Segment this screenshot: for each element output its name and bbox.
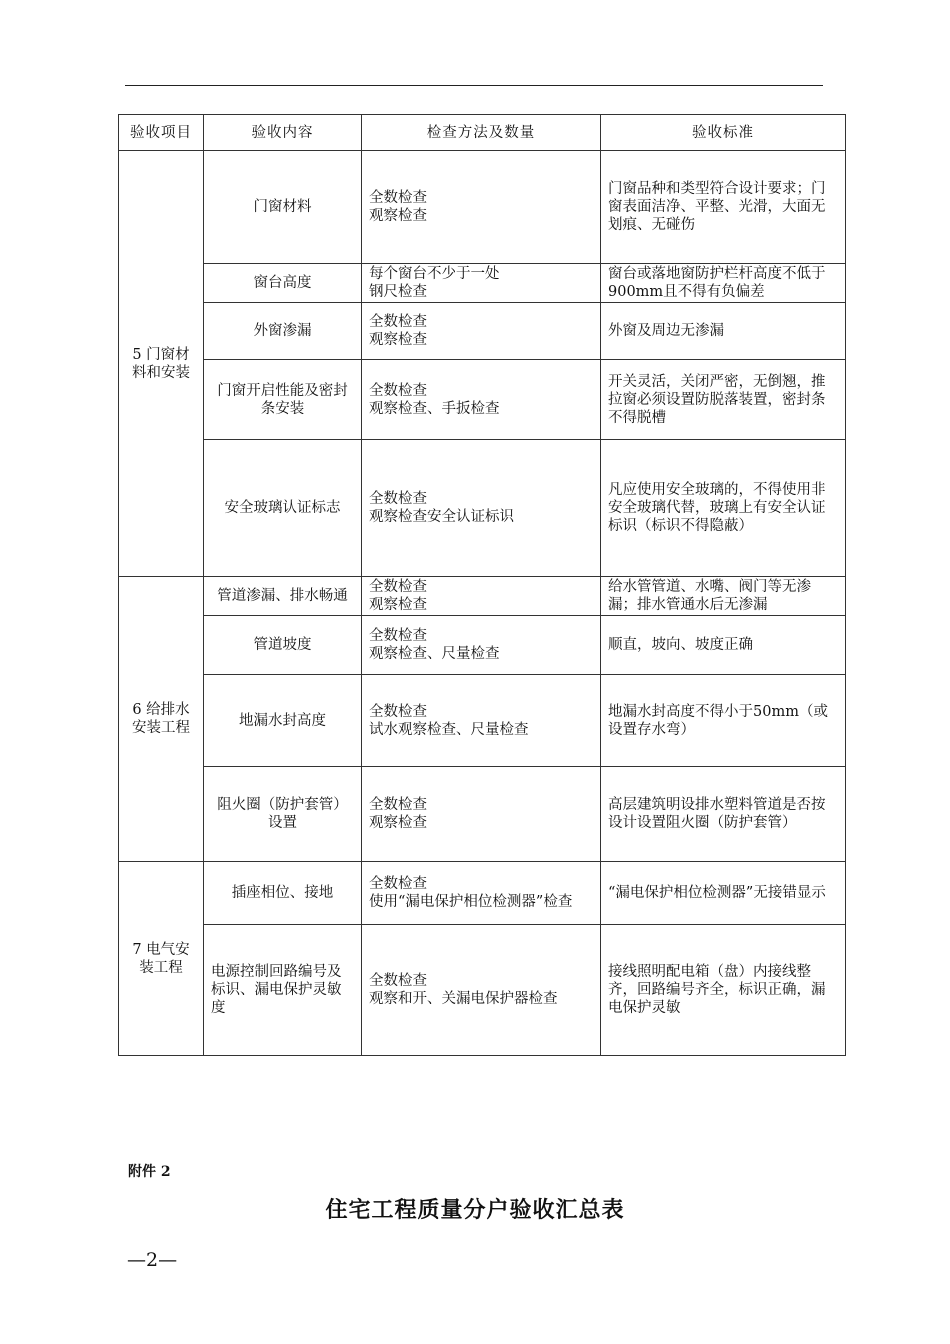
method-cell: 全数检查 观察检查 bbox=[362, 151, 601, 264]
table-row bbox=[119, 616, 846, 675]
content-cell: 门窗材料 bbox=[204, 151, 362, 264]
content-cell: 电源控制回路编号及标识、漏电保护灵敏度 bbox=[204, 925, 362, 1056]
group-name: 6 给排水安装工程 bbox=[119, 577, 204, 862]
standard-cell: 给水管管道、水嘴、阀门等无渗漏；排水管通水后无渗漏 bbox=[601, 577, 846, 616]
table-row bbox=[119, 151, 846, 264]
method-cell: 全数检查 观察和开、关漏电保护器检查 bbox=[362, 925, 601, 1056]
table-row bbox=[119, 264, 846, 303]
content-cell: 外窗渗漏 bbox=[204, 303, 362, 360]
table-row bbox=[119, 925, 846, 1056]
content-cell: 窗台高度 bbox=[204, 264, 362, 303]
table-row bbox=[119, 440, 846, 577]
standard-cell: 窗台或落地窗防护栏杆高度不低于900mm且不得有负偏差 bbox=[601, 264, 846, 303]
attachment-label: 附件 2 bbox=[128, 1164, 171, 1180]
standard-cell: 接线照明配电箱（盘）内接线整齐，回路编号齐全，标识正确，漏电保护灵敏 bbox=[601, 925, 846, 1056]
content-cell: 管道渗漏、排水畅通 bbox=[204, 577, 362, 616]
method-cell: 全数检查 观察检查安全认证标识 bbox=[362, 440, 601, 577]
table-header-row bbox=[119, 115, 846, 151]
standard-cell: 地漏水封高度不得小于50mm（或设置存水弯） bbox=[601, 675, 846, 767]
content-cell: 安全玻璃认证标志 bbox=[204, 440, 362, 577]
content-cell: 门窗开启性能及密封条安装 bbox=[204, 360, 362, 440]
table-row bbox=[119, 577, 846, 616]
content-cell: 阻火圈（防护套管）设置 bbox=[204, 767, 362, 862]
standard-cell: 外窗及周边无渗漏 bbox=[601, 303, 846, 360]
standard-cell: 凡应使用安全玻璃的，不得使用非安全玻璃代替，玻璃上有安全认证标识（标识不得隐蔽） bbox=[601, 440, 846, 577]
header-content: 验收内容 bbox=[204, 115, 362, 151]
document-title: 住宅工程质量分户验收汇总表 bbox=[325, 1197, 625, 1223]
method-cell: 全数检查 观察检查 bbox=[362, 767, 601, 862]
group-name: 7 电气安装工程 bbox=[119, 862, 204, 1056]
standard-cell: “漏电保护相位检测器”无接错显示 bbox=[601, 862, 846, 925]
table-row bbox=[119, 862, 846, 925]
acceptance-table bbox=[118, 114, 846, 1056]
method-cell: 全数检查 试水观察检查、尺量检查 bbox=[362, 675, 601, 767]
content-cell: 插座相位、接地 bbox=[204, 862, 362, 925]
method-cell: 全数检查 观察检查 bbox=[362, 577, 601, 616]
group-name: 5 门窗材料和安装 bbox=[119, 151, 204, 577]
table-row bbox=[119, 767, 846, 862]
content-cell: 地漏水封高度 bbox=[204, 675, 362, 767]
table-row bbox=[119, 303, 846, 360]
header-item: 验收项目 bbox=[119, 115, 204, 151]
method-cell: 全数检查 观察检查 bbox=[362, 303, 601, 360]
standard-cell: 开关灵活，关闭严密，无倒翘，推拉窗必须设置防脱落装置，密封条不得脱槽 bbox=[601, 360, 846, 440]
standard-cell: 门窗品种和类型符合设计要求；门窗表面洁净、平整、光滑，大面无划痕、无碰伤 bbox=[601, 151, 846, 264]
table-row bbox=[119, 675, 846, 767]
standard-cell: 顺直，坡向、坡度正确 bbox=[601, 616, 846, 675]
standard-cell: 高层建筑明设排水塑料管道是否按设计设置阻火圈（防护套管） bbox=[601, 767, 846, 862]
header-rule bbox=[125, 85, 823, 86]
page-number: —2— bbox=[127, 1249, 178, 1271]
table-row bbox=[119, 360, 846, 440]
method-cell: 全数检查 使用“漏电保护相位检测器”检查 bbox=[362, 862, 601, 925]
content-cell: 管道坡度 bbox=[204, 616, 362, 675]
method-cell: 每个窗台不少于一处 钢尺检查 bbox=[362, 264, 601, 303]
method-cell: 全数检查 观察检查、手扳检查 bbox=[362, 360, 601, 440]
method-cell: 全数检查 观察检查、尺量检查 bbox=[362, 616, 601, 675]
header-method: 检查方法及数量 bbox=[362, 115, 601, 151]
header-standard: 验收标准 bbox=[601, 115, 846, 151]
